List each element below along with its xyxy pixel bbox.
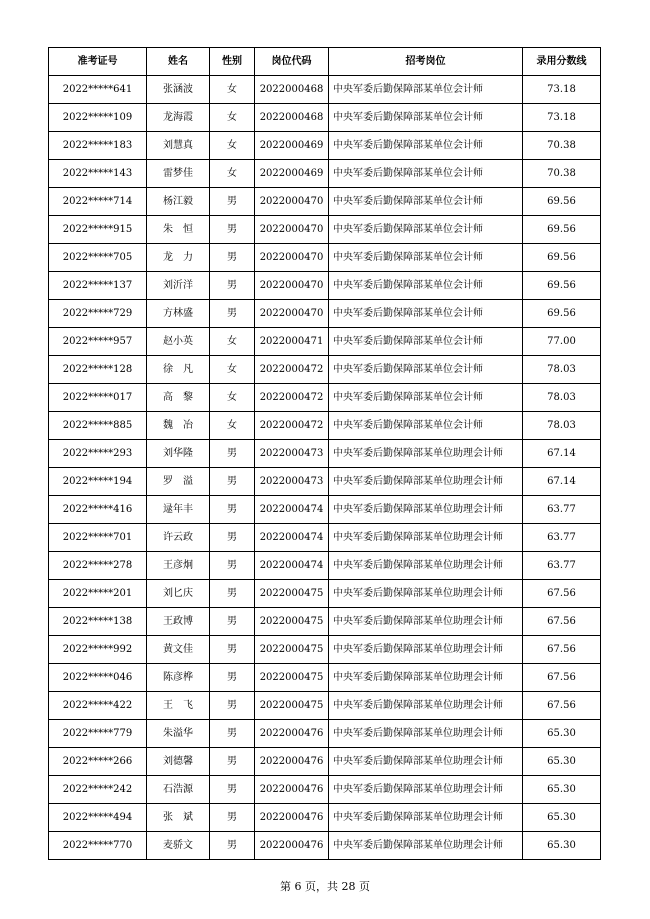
exam-id-cell: 2022*****770 — [49, 832, 147, 860]
post-cell: 中央军委后勤保障部某单位会计师 — [329, 356, 523, 384]
table-row — [49, 468, 601, 496]
exam-id-cell: 2022*****701 — [49, 524, 147, 552]
score-line-cell: 67.14 — [523, 468, 601, 496]
exam-id-cell: 2022*****885 — [49, 412, 147, 440]
score-line-cell: 63.77 — [523, 524, 601, 552]
gender-cell: 女 — [210, 412, 255, 440]
post-cell: 中央军委后勤保障部某单位会计师 — [329, 104, 523, 132]
post-cell: 中央军委后勤保障部某单位助理会计师 — [329, 748, 523, 776]
table-row — [49, 580, 601, 608]
name-cell: 雷梦佳 — [147, 160, 210, 188]
table-row — [49, 692, 601, 720]
name-cell: 刘匕庆 — [147, 580, 210, 608]
header-name: 姓名 — [147, 48, 210, 76]
post-cell: 中央军委后勤保障部某单位会计师 — [329, 244, 523, 272]
table-row — [49, 636, 601, 664]
score-line-cell: 67.56 — [523, 692, 601, 720]
score-line-cell: 73.18 — [523, 76, 601, 104]
exam-id-cell: 2022*****201 — [49, 580, 147, 608]
name-cell: 赵小英 — [147, 328, 210, 356]
header-score-line: 录用分数线 — [523, 48, 601, 76]
gender-cell: 男 — [210, 720, 255, 748]
score-line-cell: 77.00 — [523, 328, 601, 356]
name-cell: 刘慧真 — [147, 132, 210, 160]
table-row — [49, 160, 601, 188]
header-gender: 性别 — [210, 48, 255, 76]
table-row — [49, 552, 601, 580]
name-cell: 刘德馨 — [147, 748, 210, 776]
score-line-cell: 70.38 — [523, 160, 601, 188]
gender-cell: 女 — [210, 104, 255, 132]
table-row — [49, 188, 601, 216]
score-line-cell: 73.18 — [523, 104, 601, 132]
name-cell: 徐 凡 — [147, 356, 210, 384]
exam-id-cell: 2022*****641 — [49, 76, 147, 104]
score-line-cell: 78.03 — [523, 384, 601, 412]
post-code-cell: 2022000468 — [255, 76, 329, 104]
score-line-cell: 67.14 — [523, 440, 601, 468]
table-row — [49, 76, 601, 104]
name-cell: 方林盛 — [147, 300, 210, 328]
name-cell: 王彦炯 — [147, 552, 210, 580]
post-cell: 中央军委后勤保障部某单位会计师 — [329, 188, 523, 216]
gender-cell: 男 — [210, 440, 255, 468]
name-cell: 杨江毅 — [147, 188, 210, 216]
table-row — [49, 608, 601, 636]
gender-cell: 女 — [210, 160, 255, 188]
gender-cell: 男 — [210, 832, 255, 860]
score-line-cell: 69.56 — [523, 188, 601, 216]
score-line-cell: 67.56 — [523, 580, 601, 608]
name-cell: 龙 力 — [147, 244, 210, 272]
name-cell: 麦骄文 — [147, 832, 210, 860]
exam-id-cell: 2022*****242 — [49, 776, 147, 804]
exam-id-cell: 2022*****278 — [49, 552, 147, 580]
score-line-cell: 67.56 — [523, 636, 601, 664]
table-row — [49, 356, 601, 384]
exam-id-cell: 2022*****714 — [49, 188, 147, 216]
table-row — [49, 664, 601, 692]
post-cell: 中央军委后勤保障部某单位助理会计师 — [329, 496, 523, 524]
header-post-code: 岗位代码 — [255, 48, 329, 76]
post-cell: 中央军委后勤保障部某单位助理会计师 — [329, 832, 523, 860]
name-cell: 刘沂洋 — [147, 272, 210, 300]
table-row — [49, 384, 601, 412]
post-code-cell: 2022000472 — [255, 356, 329, 384]
post-cell: 中央军委后勤保障部某单位会计师 — [329, 216, 523, 244]
exam-id-cell: 2022*****915 — [49, 216, 147, 244]
name-cell: 王政博 — [147, 608, 210, 636]
score-line-cell: 78.03 — [523, 412, 601, 440]
post-code-cell: 2022000475 — [255, 580, 329, 608]
name-cell: 张涵波 — [147, 76, 210, 104]
post-code-cell: 2022000476 — [255, 804, 329, 832]
table-body — [49, 76, 601, 860]
score-line-cell: 63.77 — [523, 496, 601, 524]
post-cell: 中央军委后勤保障部某单位助理会计师 — [329, 636, 523, 664]
table-row — [49, 720, 601, 748]
name-cell: 王 飞 — [147, 692, 210, 720]
exam-id-cell: 2022*****143 — [49, 160, 147, 188]
table-header-row — [49, 48, 601, 76]
post-code-cell: 2022000474 — [255, 524, 329, 552]
table-row — [49, 272, 601, 300]
score-line-cell: 69.56 — [523, 216, 601, 244]
gender-cell: 男 — [210, 804, 255, 832]
admission-score-table — [48, 47, 601, 860]
score-line-cell: 65.30 — [523, 748, 601, 776]
post-code-cell: 2022000469 — [255, 132, 329, 160]
score-line-cell: 65.30 — [523, 776, 601, 804]
exam-id-cell: 2022*****416 — [49, 496, 147, 524]
post-cell: 中央军委后勤保障部某单位助理会计师 — [329, 580, 523, 608]
score-line-cell: 65.30 — [523, 832, 601, 860]
table-row — [49, 300, 601, 328]
name-cell: 石浩源 — [147, 776, 210, 804]
score-line-cell: 65.30 — [523, 720, 601, 748]
score-line-cell: 69.56 — [523, 300, 601, 328]
gender-cell: 男 — [210, 608, 255, 636]
post-cell: 中央军委后勤保障部某单位助理会计师 — [329, 776, 523, 804]
post-code-cell: 2022000470 — [255, 272, 329, 300]
gender-cell: 女 — [210, 76, 255, 104]
post-cell: 中央军委后勤保障部某单位会计师 — [329, 412, 523, 440]
table-row — [49, 132, 601, 160]
post-code-cell: 2022000475 — [255, 608, 329, 636]
post-code-cell: 2022000471 — [255, 328, 329, 356]
post-code-cell: 2022000473 — [255, 440, 329, 468]
gender-cell: 男 — [210, 692, 255, 720]
page-number: 第 6 页，共 28 页 — [280, 880, 370, 893]
post-code-cell: 2022000472 — [255, 384, 329, 412]
score-line-cell: 63.77 — [523, 552, 601, 580]
exam-id-cell: 2022*****494 — [49, 804, 147, 832]
gender-cell: 男 — [210, 580, 255, 608]
name-cell: 逯年丰 — [147, 496, 210, 524]
post-code-cell: 2022000470 — [255, 244, 329, 272]
post-code-cell: 2022000476 — [255, 748, 329, 776]
post-code-cell: 2022000475 — [255, 664, 329, 692]
table-row — [49, 748, 601, 776]
gender-cell: 男 — [210, 216, 255, 244]
post-code-cell: 2022000473 — [255, 468, 329, 496]
name-cell: 黄文佳 — [147, 636, 210, 664]
exam-id-cell: 2022*****138 — [49, 608, 147, 636]
post-code-cell: 2022000469 — [255, 160, 329, 188]
post-code-cell: 2022000476 — [255, 720, 329, 748]
name-cell: 龙海霞 — [147, 104, 210, 132]
table-row — [49, 216, 601, 244]
table-row — [49, 496, 601, 524]
score-line-cell: 65.30 — [523, 804, 601, 832]
post-cell: 中央军委后勤保障部某单位助理会计师 — [329, 664, 523, 692]
exam-id-cell: 2022*****705 — [49, 244, 147, 272]
name-cell: 刘华隆 — [147, 440, 210, 468]
score-line-cell: 70.38 — [523, 132, 601, 160]
exam-id-cell: 2022*****957 — [49, 328, 147, 356]
header-exam-id: 准考证号 — [49, 48, 147, 76]
post-cell: 中央军委后勤保障部某单位会计师 — [329, 300, 523, 328]
name-cell: 张 斌 — [147, 804, 210, 832]
exam-id-cell: 2022*****046 — [49, 664, 147, 692]
post-code-cell: 2022000470 — [255, 188, 329, 216]
score-line-cell: 69.56 — [523, 272, 601, 300]
post-code-cell: 2022000472 — [255, 412, 329, 440]
table-row — [49, 440, 601, 468]
gender-cell: 男 — [210, 244, 255, 272]
exam-id-cell: 2022*****729 — [49, 300, 147, 328]
name-cell: 罗 溢 — [147, 468, 210, 496]
gender-cell: 男 — [210, 272, 255, 300]
exam-id-cell: 2022*****137 — [49, 272, 147, 300]
table-row — [49, 412, 601, 440]
post-cell: 中央军委后勤保障部某单位助理会计师 — [329, 720, 523, 748]
gender-cell: 女 — [210, 328, 255, 356]
exam-id-cell: 2022*****194 — [49, 468, 147, 496]
gender-cell: 男 — [210, 300, 255, 328]
post-cell: 中央军委后勤保障部某单位会计师 — [329, 384, 523, 412]
post-cell: 中央军委后勤保障部某单位助理会计师 — [329, 468, 523, 496]
post-code-cell: 2022000470 — [255, 300, 329, 328]
post-cell: 中央军委后勤保障部某单位会计师 — [329, 132, 523, 160]
gender-cell: 男 — [210, 748, 255, 776]
name-cell: 高 黎 — [147, 384, 210, 412]
post-code-cell: 2022000475 — [255, 692, 329, 720]
gender-cell: 男 — [210, 496, 255, 524]
gender-cell: 女 — [210, 132, 255, 160]
gender-cell: 男 — [210, 468, 255, 496]
post-code-cell: 2022000470 — [255, 216, 329, 244]
post-cell: 中央军委后勤保障部某单位会计师 — [329, 272, 523, 300]
score-line-cell: 78.03 — [523, 356, 601, 384]
post-code-cell: 2022000474 — [255, 552, 329, 580]
post-cell: 中央军委后勤保障部某单位助理会计师 — [329, 608, 523, 636]
gender-cell: 男 — [210, 188, 255, 216]
table-row — [49, 244, 601, 272]
score-line-cell: 67.56 — [523, 664, 601, 692]
post-cell: 中央军委后勤保障部某单位会计师 — [329, 328, 523, 356]
exam-id-cell: 2022*****992 — [49, 636, 147, 664]
exam-id-cell: 2022*****422 — [49, 692, 147, 720]
exam-id-cell: 2022*****266 — [49, 748, 147, 776]
gender-cell: 男 — [210, 636, 255, 664]
table-row — [49, 524, 601, 552]
exam-id-cell: 2022*****109 — [49, 104, 147, 132]
exam-id-cell: 2022*****293 — [49, 440, 147, 468]
gender-cell: 男 — [210, 664, 255, 692]
exam-id-cell: 2022*****017 — [49, 384, 147, 412]
name-cell: 陈彦桦 — [147, 664, 210, 692]
post-cell: 中央军委后勤保障部某单位助理会计师 — [329, 552, 523, 580]
gender-cell: 男 — [210, 552, 255, 580]
exam-id-cell: 2022*****183 — [49, 132, 147, 160]
table-row — [49, 832, 601, 860]
score-line-cell: 69.56 — [523, 244, 601, 272]
exam-id-cell: 2022*****128 — [49, 356, 147, 384]
gender-cell: 男 — [210, 776, 255, 804]
table-row — [49, 776, 601, 804]
name-cell: 朱 恒 — [147, 216, 210, 244]
post-code-cell: 2022000476 — [255, 832, 329, 860]
post-cell: 中央军委后勤保障部某单位助理会计师 — [329, 524, 523, 552]
name-cell: 许云政 — [147, 524, 210, 552]
post-code-cell: 2022000476 — [255, 776, 329, 804]
post-cell: 中央军委后勤保障部某单位会计师 — [329, 160, 523, 188]
gender-cell: 男 — [210, 524, 255, 552]
table-row — [49, 328, 601, 356]
post-code-cell: 2022000475 — [255, 636, 329, 664]
gender-cell: 女 — [210, 384, 255, 412]
post-cell: 中央军委后勤保障部某单位助理会计师 — [329, 440, 523, 468]
post-cell: 中央军委后勤保障部某单位会计师 — [329, 76, 523, 104]
score-line-cell: 67.56 — [523, 608, 601, 636]
name-cell: 魏 冶 — [147, 412, 210, 440]
exam-id-cell: 2022*****779 — [49, 720, 147, 748]
gender-cell: 女 — [210, 356, 255, 384]
name-cell: 朱溢华 — [147, 720, 210, 748]
post-code-cell: 2022000474 — [255, 496, 329, 524]
table-row — [49, 104, 601, 132]
post-cell: 中央军委后勤保障部某单位助理会计师 — [329, 804, 523, 832]
table-row — [49, 804, 601, 832]
post-cell: 中央军委后勤保障部某单位助理会计师 — [329, 692, 523, 720]
header-post: 招考岗位 — [329, 48, 523, 76]
post-code-cell: 2022000468 — [255, 104, 329, 132]
